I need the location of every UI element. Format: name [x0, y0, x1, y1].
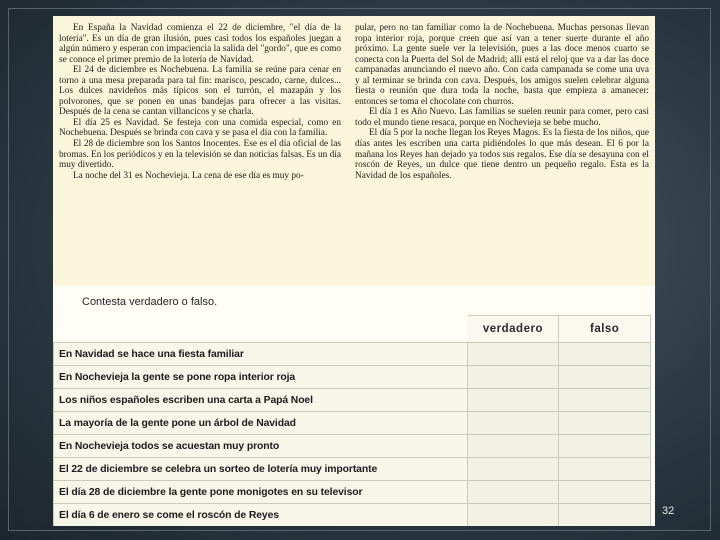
statement: En Navidad se hace una fiesta familiar — [54, 343, 468, 366]
table-row — [54, 504, 651, 527]
false-answer-cell[interactable] — [559, 366, 651, 389]
false-answer-cell[interactable] — [559, 458, 651, 481]
paragraph: El 28 de diciembre son los Santos Inocentes. Ese es el día oficial de las bromas. En los periódicos y en la televisión se dan noticias falsas. Es un día muy divertido. — [59, 139, 341, 171]
false-answer-cell[interactable] — [559, 389, 651, 412]
true-answer-cell[interactable] — [467, 389, 559, 412]
reading-column-right — [355, 23, 649, 181]
table-row — [54, 389, 651, 412]
true-answer-cell[interactable] — [467, 481, 559, 504]
true-answer-cell[interactable] — [467, 412, 559, 435]
statement: El día 6 de enero se come el roscón de Reyes — [54, 504, 468, 527]
paragraph: pular, pero no tan familiar como la de Nochebuena. Muchas personas llevan ropa interior roja, porque creen que así van a tener suerte durante el año próximo. La gente suele ver la televisión, pues a las doce menos cuarto se conecta con la Puerta del Sol de Madrid; allí está el reloj que va a dar las doce campanadas anunciando el nuevo año. Con cada campanada se come una uva y al terminar se brinda con cava. Después, los amigos suelen celebrar alguna fiesta o reunión que dura toda la noche, hasta que empieza a amanecer: entonces se toma el chocolate con churros. — [355, 23, 649, 107]
table-row — [54, 412, 651, 435]
statement: El 22 de diciembre se celebra un sorteo de lotería muy importante — [54, 458, 468, 481]
table-corner — [54, 316, 468, 343]
statement: La mayoría de la gente pone un árbol de Navidad — [54, 412, 468, 435]
true-answer-cell[interactable] — [467, 366, 559, 389]
paragraph: El día 1 es Año Nuevo. Las familias se suelen reunir para comer, pero casi todo el mundo tiene resaca, porque en Nochevieja se bebe mucho. — [355, 107, 649, 128]
textbook-page — [53, 16, 655, 526]
page-number: 32 — [662, 505, 675, 517]
false-answer-cell[interactable] — [559, 343, 651, 366]
table-row — [54, 366, 651, 389]
table-row — [54, 435, 651, 458]
true-false-table — [53, 315, 651, 526]
true-answer-cell[interactable] — [467, 504, 559, 527]
column-header-false: falso — [559, 316, 651, 343]
true-answer-cell[interactable] — [467, 435, 559, 458]
reading-column-left — [59, 23, 341, 181]
statement: En Nochevieja todos se acuestan muy pronto — [54, 435, 468, 458]
statement: Los niños españoles escriben una carta a Papá Noel — [54, 389, 468, 412]
exercise-instruction: Contesta verdadero o falso. — [82, 296, 218, 308]
false-answer-cell[interactable] — [559, 412, 651, 435]
statement: El día 28 de diciembre la gente pone monigotes en su televisor — [54, 481, 468, 504]
table-row — [54, 481, 651, 504]
paragraph: El día 25 es Navidad. Se festeja con una comida especial, como en Nochebuena. Después se brinda con cava y se pasa el día con la familia. — [59, 117, 341, 139]
reading-passage — [53, 16, 655, 286]
false-answer-cell[interactable] — [559, 504, 651, 527]
statement: En Nochevieja la gente se pone ropa interior roja — [54, 366, 468, 389]
paragraph: El día 5 por la noche llegan los Reyes Magos. Es la fiesta de los niños, que días antes les escriben una carta pidiéndoles lo que más desean. El 6 por la mañana los Reyes han dejado ya todos sus regalos. Ese día se desayuna con el roscón de Reyes, un dulce que tiene dentro un pequeño regalo. Esta es la Navidad de los españoles. — [355, 128, 649, 181]
table-row — [54, 458, 651, 481]
true-answer-cell[interactable] — [467, 343, 559, 366]
false-answer-cell[interactable] — [559, 435, 651, 458]
true-answer-cell[interactable] — [467, 458, 559, 481]
paragraph: En España la Navidad comienza el 22 de diciembre, "el día de la lotería". Es un día de gran ilusión, pues casi todos los españoles juegan a algún número y esperan con impaciencia la salida del "gordo", que es como se conoce el primer premio de la lotería de Navidad. — [59, 23, 341, 65]
false-answer-cell[interactable] — [559, 481, 651, 504]
paragraph: El 24 de diciembre es Nochebuena. La familia se reúne para cenar en torno a una mesa preparada para tal fin: marisco, pescado, carne, dulces... Los dulces navideños más típicos son el turrón, el mazapán y los polvorones, que se ponen en unas bandejas para ofrecer a las visitas. Después de la cena se cantan villancicos y se charla. — [59, 65, 341, 118]
column-header-true: verdadero — [467, 316, 559, 343]
table-row — [54, 343, 651, 366]
paragraph: La noche del 31 es Nochevieja. La cena de ese día es muy po- — [73, 170, 304, 181]
